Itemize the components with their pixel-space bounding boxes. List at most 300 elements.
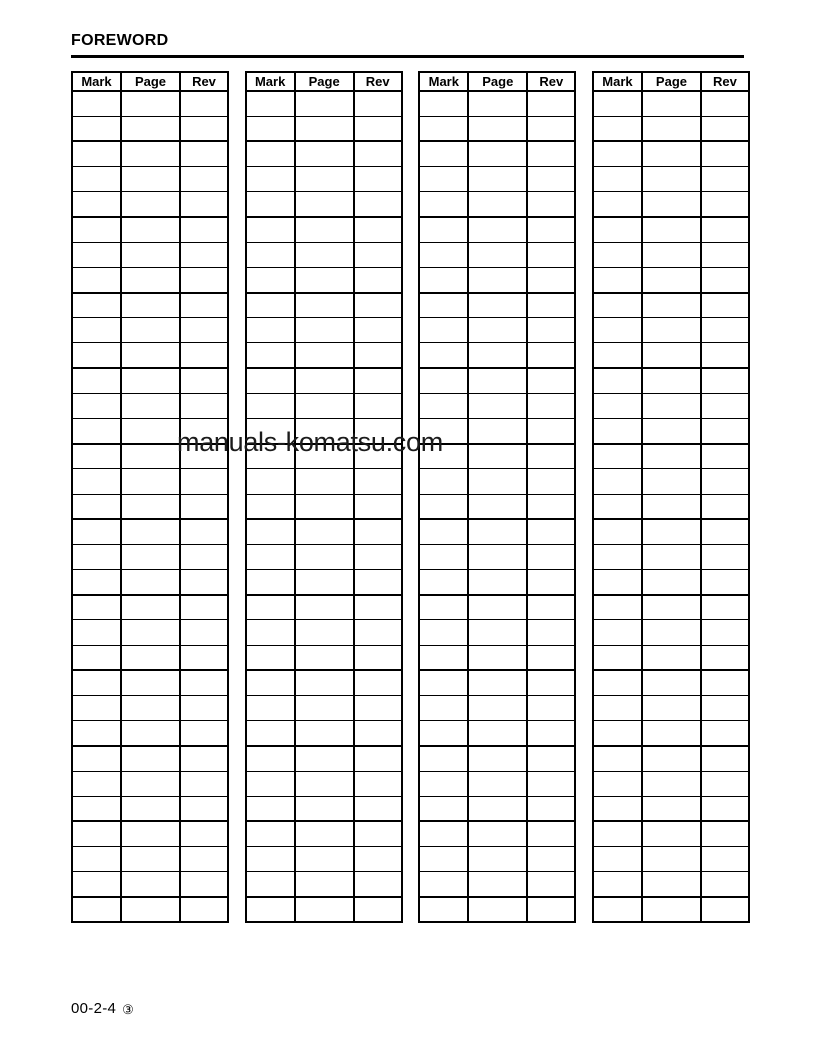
- table-cell: [121, 872, 180, 897]
- table-cell: [72, 821, 121, 846]
- table-cell: [593, 796, 642, 821]
- table-cell: [701, 318, 749, 343]
- table-cell: [468, 368, 527, 393]
- table-row: [593, 318, 749, 343]
- table-row: [72, 444, 228, 469]
- table-cell: [180, 771, 228, 796]
- table-row: [593, 91, 749, 116]
- table-cell: [295, 544, 354, 569]
- table-row: [593, 595, 749, 620]
- table-cell: [121, 519, 180, 544]
- table-row: [419, 670, 575, 695]
- table-cell: [354, 368, 402, 393]
- table-cell: [419, 544, 468, 569]
- table-cell: [593, 595, 642, 620]
- table-row: [593, 872, 749, 897]
- table-cell: [180, 393, 228, 418]
- table-cell: [246, 318, 295, 343]
- table-cell: [468, 847, 527, 872]
- table-cell: [246, 343, 295, 368]
- table-row: [246, 469, 402, 494]
- table-cell: [295, 721, 354, 746]
- table-cell: [527, 91, 575, 116]
- table-cell: [642, 746, 701, 771]
- table-row: [72, 318, 228, 343]
- table-cell: [593, 696, 642, 721]
- table-cell: [593, 242, 642, 267]
- table-cell: [72, 620, 121, 645]
- table-cell: [419, 796, 468, 821]
- table-row: [419, 293, 575, 318]
- table-row: [246, 771, 402, 796]
- table-cell: [527, 544, 575, 569]
- table-cell: [246, 217, 295, 242]
- table-cell: [121, 343, 180, 368]
- table-cell: [354, 141, 402, 166]
- table-cell: [593, 746, 642, 771]
- table-row: [246, 242, 402, 267]
- table-cell: [701, 670, 749, 695]
- table-cell: [121, 645, 180, 670]
- table-cell: [72, 393, 121, 418]
- table-cell: [419, 192, 468, 217]
- table-cell: [593, 293, 642, 318]
- table-row: [419, 318, 575, 343]
- table-row: [419, 167, 575, 192]
- table-cell: [354, 469, 402, 494]
- table-cell: [419, 91, 468, 116]
- table-cell: [593, 494, 642, 519]
- table-cell: [642, 696, 701, 721]
- table-row: [593, 469, 749, 494]
- table-row: [72, 519, 228, 544]
- table-cell: [419, 847, 468, 872]
- table-row: [593, 796, 749, 821]
- table-cell: [642, 620, 701, 645]
- table-row: [419, 771, 575, 796]
- table-row: [593, 368, 749, 393]
- table-cell: [527, 192, 575, 217]
- column-header-rev: Rev: [354, 72, 402, 91]
- table-cell: [468, 897, 527, 922]
- table-cell: [701, 494, 749, 519]
- table-cell: [180, 872, 228, 897]
- table-row: [419, 141, 575, 166]
- table-cell: [468, 116, 527, 141]
- table-cell: [121, 746, 180, 771]
- table-cell: [295, 368, 354, 393]
- table-row: [593, 192, 749, 217]
- table-cell: [246, 519, 295, 544]
- table-cell: [593, 368, 642, 393]
- table-row: [419, 746, 575, 771]
- table-cell: [246, 418, 295, 443]
- table-cell: [593, 620, 642, 645]
- table-cell: [246, 293, 295, 318]
- table-cell: [701, 91, 749, 116]
- table-cell: [593, 192, 642, 217]
- table-cell: [354, 293, 402, 318]
- page-number: 00-2-4: [71, 1000, 117, 1017]
- table-cell: [642, 368, 701, 393]
- table-cell: [527, 721, 575, 746]
- table-cell: [295, 91, 354, 116]
- table-cell: [121, 418, 180, 443]
- table-cell: [180, 318, 228, 343]
- table-cell: [354, 796, 402, 821]
- table-cell: [121, 821, 180, 846]
- table-cell: [72, 141, 121, 166]
- header-row: [246, 72, 402, 91]
- table-cell: [295, 519, 354, 544]
- table-cell: [468, 872, 527, 897]
- table-row: [593, 217, 749, 242]
- table-cell: [295, 620, 354, 645]
- table-cell: [72, 746, 121, 771]
- table-cell: [527, 368, 575, 393]
- table-row: [246, 494, 402, 519]
- table-row: [593, 167, 749, 192]
- table-cell: [701, 897, 749, 922]
- table-cell: [180, 469, 228, 494]
- table-cell: [72, 847, 121, 872]
- table-cell: [701, 821, 749, 846]
- table-cell: [527, 821, 575, 846]
- table-cell: [121, 267, 180, 292]
- table-cell: [468, 293, 527, 318]
- table-cell: [72, 696, 121, 721]
- table-cell: [121, 469, 180, 494]
- table-cell: [121, 796, 180, 821]
- doc-footer: [71, 1000, 134, 1017]
- table-cell: [354, 116, 402, 141]
- table-cell: [701, 167, 749, 192]
- table-cell: [527, 771, 575, 796]
- table-cell: [527, 167, 575, 192]
- table-row: [72, 544, 228, 569]
- table-cell: [468, 821, 527, 846]
- table-row: [419, 519, 575, 544]
- table-row: [419, 242, 575, 267]
- table-row: [419, 645, 575, 670]
- table-row: [593, 293, 749, 318]
- table-cell: [701, 242, 749, 267]
- table-cell: [642, 141, 701, 166]
- table-cell: [246, 746, 295, 771]
- table-cell: [180, 267, 228, 292]
- table-cell: [72, 418, 121, 443]
- column-header-mark: Mark: [72, 72, 121, 91]
- table-row: [72, 343, 228, 368]
- table-cell: [527, 141, 575, 166]
- table-cell: [468, 393, 527, 418]
- table-row: [593, 141, 749, 166]
- table-cell: [468, 696, 527, 721]
- table-cell: [468, 670, 527, 695]
- table-row: [246, 141, 402, 166]
- table-cell: [72, 494, 121, 519]
- table-cell: [354, 721, 402, 746]
- table-cell: [468, 519, 527, 544]
- table-cell: [180, 544, 228, 569]
- table-row: [72, 267, 228, 292]
- revision-tables: [71, 71, 750, 923]
- table-cell: [527, 696, 575, 721]
- table-cell: [642, 267, 701, 292]
- table-row: [246, 444, 402, 469]
- table-cell: [642, 91, 701, 116]
- table-cell: [295, 570, 354, 595]
- table-cell: [354, 444, 402, 469]
- table-cell: [701, 141, 749, 166]
- table-cell: [295, 242, 354, 267]
- table-cell: [72, 267, 121, 292]
- table-cell: [180, 242, 228, 267]
- table-cell: [701, 293, 749, 318]
- table-cell: [72, 469, 121, 494]
- table-cell: [180, 167, 228, 192]
- table-cell: [468, 267, 527, 292]
- table-row: [72, 595, 228, 620]
- table-cell: [180, 368, 228, 393]
- table-cell: [180, 293, 228, 318]
- table-cell: [246, 192, 295, 217]
- table-row: [72, 293, 228, 318]
- table-cell: [354, 167, 402, 192]
- table-cell: [246, 393, 295, 418]
- table-cell: [354, 670, 402, 695]
- table-cell: [527, 746, 575, 771]
- table-cell: [354, 494, 402, 519]
- table-cell: [121, 670, 180, 695]
- table-cell: [295, 217, 354, 242]
- table-cell: [295, 418, 354, 443]
- table-row: [419, 570, 575, 595]
- table-cell: [246, 897, 295, 922]
- table-cell: [701, 796, 749, 821]
- table-cell: [72, 368, 121, 393]
- table-row: [72, 217, 228, 242]
- table-row: [419, 116, 575, 141]
- table-cell: [642, 872, 701, 897]
- table-cell: [527, 116, 575, 141]
- table-row: [593, 494, 749, 519]
- table-cell: [642, 796, 701, 821]
- table-cell: [295, 696, 354, 721]
- table-row: [246, 746, 402, 771]
- table-cell: [419, 116, 468, 141]
- table-cell: [642, 242, 701, 267]
- table-cell: [180, 217, 228, 242]
- table-cell: [295, 167, 354, 192]
- table-cell: [701, 519, 749, 544]
- table-cell: [354, 91, 402, 116]
- table-cell: [593, 872, 642, 897]
- table-cell: [180, 721, 228, 746]
- table-cell: [593, 116, 642, 141]
- table-cell: [121, 696, 180, 721]
- table-row: [419, 897, 575, 922]
- table-row: [593, 570, 749, 595]
- table-cell: [419, 696, 468, 721]
- table-row: [593, 721, 749, 746]
- table-row: [593, 645, 749, 670]
- column-header-mark: Mark: [593, 72, 642, 91]
- revision-table: [71, 71, 229, 923]
- table-cell: [527, 444, 575, 469]
- table-row: [72, 192, 228, 217]
- table-cell: [295, 393, 354, 418]
- revision-table: [245, 71, 403, 923]
- table-cell: [72, 116, 121, 141]
- table-cell: [642, 444, 701, 469]
- table-cell: [180, 141, 228, 166]
- table-cell: [354, 217, 402, 242]
- table-cell: [246, 821, 295, 846]
- table-cell: [527, 318, 575, 343]
- table-cell: [468, 544, 527, 569]
- table-cell: [642, 519, 701, 544]
- table-cell: [354, 897, 402, 922]
- table-row: [593, 267, 749, 292]
- table-cell: [246, 696, 295, 721]
- table-row: [246, 897, 402, 922]
- table-row: [419, 469, 575, 494]
- table-row: [593, 418, 749, 443]
- table-cell: [121, 217, 180, 242]
- table-row: [419, 91, 575, 116]
- table-cell: [246, 368, 295, 393]
- table-row: [72, 469, 228, 494]
- table-cell: [121, 293, 180, 318]
- table-cell: [246, 771, 295, 796]
- table-row: [72, 393, 228, 418]
- table-row: [419, 444, 575, 469]
- table-cell: [419, 771, 468, 796]
- table-cell: [180, 444, 228, 469]
- table-cell: [295, 897, 354, 922]
- table-row: [419, 368, 575, 393]
- table-cell: [295, 469, 354, 494]
- table-row: [246, 519, 402, 544]
- table-cell: [354, 418, 402, 443]
- table-cell: [180, 595, 228, 620]
- table-cell: [121, 116, 180, 141]
- table-row: [246, 418, 402, 443]
- table-cell: [180, 116, 228, 141]
- table-cell: [295, 343, 354, 368]
- table-cell: [642, 293, 701, 318]
- table-cell: [121, 318, 180, 343]
- table-cell: [72, 167, 121, 192]
- table-cell: [121, 595, 180, 620]
- table-cell: [72, 519, 121, 544]
- table-cell: [354, 570, 402, 595]
- table-cell: [180, 91, 228, 116]
- table-cell: [701, 746, 749, 771]
- table-row: [419, 393, 575, 418]
- table-cell: [246, 267, 295, 292]
- table-cell: [246, 141, 295, 166]
- table-row: [246, 696, 402, 721]
- table-row: [246, 217, 402, 242]
- table-cell: [593, 167, 642, 192]
- table-cell: [354, 771, 402, 796]
- table-row: [72, 746, 228, 771]
- table-cell: [701, 847, 749, 872]
- table-row: [72, 897, 228, 922]
- table-row: [593, 620, 749, 645]
- table-cell: [354, 544, 402, 569]
- table-row: [72, 368, 228, 393]
- table-cell: [419, 217, 468, 242]
- table-cell: [468, 746, 527, 771]
- table-row: [72, 872, 228, 897]
- table-cell: [180, 570, 228, 595]
- table-row: [593, 343, 749, 368]
- table-cell: [642, 318, 701, 343]
- table-cell: [468, 167, 527, 192]
- table-cell: [527, 343, 575, 368]
- table-cell: [701, 721, 749, 746]
- table-row: [246, 293, 402, 318]
- table-cell: [701, 595, 749, 620]
- table-cell: [72, 670, 121, 695]
- table-cell: [246, 242, 295, 267]
- table-cell: [121, 91, 180, 116]
- table-cell: [419, 444, 468, 469]
- table-row: [246, 192, 402, 217]
- table-cell: [419, 595, 468, 620]
- table-cell: [593, 267, 642, 292]
- table-cell: [419, 494, 468, 519]
- table-cell: [527, 393, 575, 418]
- table-row: [593, 242, 749, 267]
- table-cell: [121, 368, 180, 393]
- table-row: [72, 721, 228, 746]
- table-cell: [354, 595, 402, 620]
- table-cell: [593, 91, 642, 116]
- table-cell: [527, 242, 575, 267]
- table-cell: [180, 746, 228, 771]
- table-cell: [72, 771, 121, 796]
- table-row: [72, 771, 228, 796]
- table-cell: [354, 746, 402, 771]
- table-cell: [593, 318, 642, 343]
- edition-symbol: ③: [122, 1002, 135, 1017]
- doc-header: [71, 33, 744, 58]
- table-row: [72, 620, 228, 645]
- table-cell: [121, 847, 180, 872]
- table-cell: [121, 494, 180, 519]
- table-row: [593, 519, 749, 544]
- column-header-page: Page: [468, 72, 527, 91]
- table-cell: [121, 167, 180, 192]
- table-cell: [593, 343, 642, 368]
- table-row: [246, 167, 402, 192]
- table-cell: [354, 645, 402, 670]
- table-cell: [468, 570, 527, 595]
- table-row: [246, 847, 402, 872]
- table-cell: [246, 91, 295, 116]
- table-row: [419, 494, 575, 519]
- table-cell: [121, 721, 180, 746]
- table-cell: [527, 494, 575, 519]
- table-cell: [701, 343, 749, 368]
- table-cell: [246, 847, 295, 872]
- table-cell: [527, 872, 575, 897]
- table-row: [72, 167, 228, 192]
